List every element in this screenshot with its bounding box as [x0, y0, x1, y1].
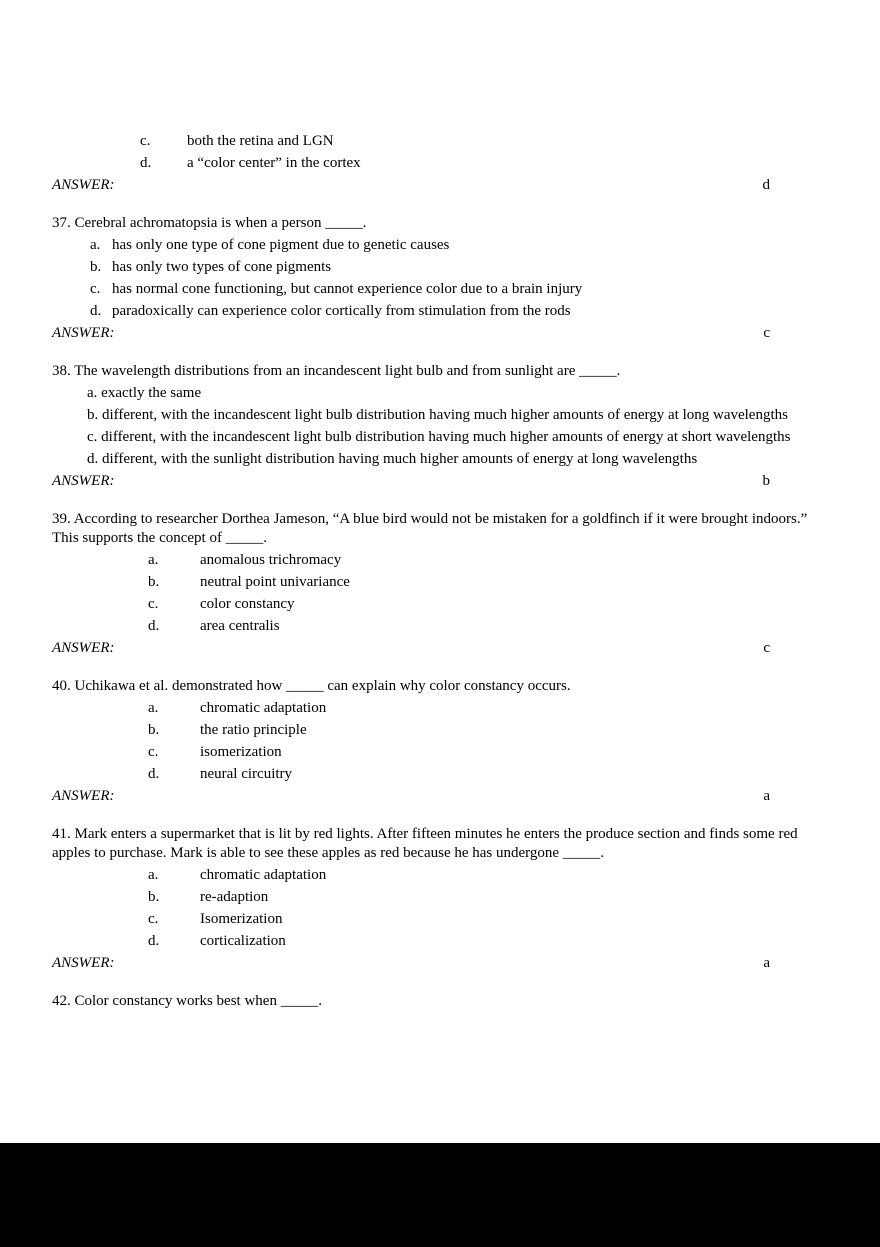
answer-row — [52, 324, 770, 343]
option-letter: d. — [90, 303, 102, 319]
option-text: different, with the sunlight distribution having much higher amounts of energy at long wavelengths — [102, 451, 698, 467]
option-row — [52, 721, 828, 740]
option-letter: c. — [148, 911, 159, 927]
option-row — [52, 866, 828, 885]
question-38 — [52, 362, 828, 491]
option-row — [52, 280, 828, 299]
question-37 — [52, 214, 828, 343]
option-row — [52, 699, 828, 718]
option-text: both the retina and LGN — [187, 133, 334, 149]
answer-label: ANSWER: — [52, 177, 115, 193]
question-number: 37. — [52, 215, 71, 231]
option-text: exactly the same — [101, 385, 202, 401]
option-letter: b. — [148, 889, 160, 905]
option-letter: a. — [148, 552, 159, 568]
option-text: different, with the incandescent light bulb distribution having much higher amounts of energy at short wavelengths — [101, 429, 791, 445]
question-40 — [52, 677, 828, 806]
option-text: re-adaption — [200, 889, 269, 905]
answer-row — [52, 954, 770, 973]
option-row — [52, 932, 828, 951]
option-letter: d. — [87, 451, 99, 467]
option-text: area centralis — [200, 618, 280, 634]
option-letter: d. — [148, 618, 160, 634]
question-41 — [52, 825, 828, 973]
option-row — [52, 428, 828, 447]
question-39 — [52, 510, 828, 658]
question-text: 37. Cerebral achromatopsia is when a person _____. — [52, 215, 367, 231]
option-text: the ratio principle — [200, 722, 307, 738]
answer-value: a — [763, 955, 770, 971]
option-text: anomalous trichromacy — [200, 552, 342, 568]
option-text: chromatic adaptation — [200, 867, 327, 883]
option-letter: d. — [148, 933, 160, 949]
option-row — [52, 765, 828, 784]
option-row — [52, 406, 828, 425]
option-row — [52, 236, 828, 255]
question-number: 40. — [52, 678, 71, 694]
option-text: has only one type of cone pigment due to genetic causes — [112, 237, 450, 253]
answer-label: ANSWER: — [52, 325, 115, 341]
option-letter: b. — [148, 722, 160, 738]
question-42 — [52, 992, 828, 1011]
question-number: 42. — [52, 993, 71, 1009]
option-letter: c. — [148, 596, 159, 612]
option-row — [52, 617, 828, 636]
option-text: has normal cone functioning, but cannot experience color due to a brain injury — [112, 281, 583, 297]
option-row — [52, 154, 828, 173]
answer-row — [52, 472, 770, 491]
option-row — [52, 132, 828, 151]
option-text: neural circuitry — [200, 766, 293, 782]
question-number: 39. — [52, 511, 71, 527]
answer-label: ANSWER: — [52, 473, 115, 489]
option-letter: c. — [140, 133, 151, 149]
option-letter: d. — [140, 155, 152, 171]
answer-value: b — [762, 473, 770, 489]
option-row — [52, 910, 828, 929]
question-text: 39. According to researcher Dorthea Jameson, “A blue bird would not be mistaken for a goldfinch if it were brought indoors.” This supports the concept of _____. — [52, 511, 808, 546]
option-text: isomerization — [200, 744, 282, 760]
option-row — [52, 450, 828, 469]
answer-label: ANSWER: — [52, 788, 115, 804]
option-letter: c. — [148, 744, 159, 760]
option-row — [52, 573, 828, 592]
option-letter: c. — [87, 429, 98, 445]
option-letter: a. — [87, 385, 98, 401]
question-text: 40. Uchikawa et al. demonstrated how _____ can explain why color constancy occurs. — [52, 678, 571, 694]
option-row — [52, 551, 828, 570]
option-row — [52, 302, 828, 321]
answer-value: d — [762, 177, 770, 193]
answer-row — [52, 787, 770, 806]
option-text: paradoxically can experience color cortically from stimulation from the rods — [112, 303, 571, 319]
bottom-black-bar — [0, 1143, 880, 1247]
option-letter: b. — [148, 574, 160, 590]
option-text: chromatic adaptation — [200, 700, 327, 716]
question-36-fragment — [52, 132, 828, 195]
option-text: neutral point univariance — [200, 574, 350, 590]
question-text: 38. The wavelength distributions from an incandescent light bulb and from sunlight are _____. — [52, 363, 621, 379]
answer-value: c — [763, 325, 770, 341]
answer-label: ANSWER: — [52, 955, 115, 971]
option-letter: b. — [87, 407, 99, 423]
answer-value: c — [763, 640, 770, 656]
option-letter: d. — [148, 766, 160, 782]
option-row — [52, 743, 828, 762]
answer-label: ANSWER: — [52, 640, 115, 656]
answer-value: a — [763, 788, 770, 804]
option-text: Isomerization — [200, 911, 283, 927]
option-letter: b. — [90, 259, 102, 275]
option-row — [52, 888, 828, 907]
question-number: 41. — [52, 826, 71, 842]
option-letter: a. — [148, 867, 159, 883]
question-text: 41. Mark enters a supermarket that is lit by red lights. After fifteen minutes he enters the produce section and finds some red apples to purchase. Mark is able to see these apples as red because he has undergone _____. — [52, 826, 798, 861]
option-text: different, with the incandescent light bulb distribution having much higher amounts of energy at long wavelengths — [102, 407, 788, 423]
answer-row — [52, 639, 770, 658]
option-letter: a. — [148, 700, 159, 716]
option-text: a “color center” in the cortex — [187, 155, 361, 171]
option-text: color constancy — [200, 596, 295, 612]
question-text: 42. Color constancy works best when _____. — [52, 993, 322, 1009]
option-text: has only two types of cone pigments — [112, 259, 332, 275]
option-text: corticalization — [200, 933, 286, 949]
option-letter: c. — [90, 281, 101, 297]
option-row — [52, 384, 828, 403]
option-letter: a. — [90, 237, 101, 253]
question-number: 38. — [52, 363, 71, 379]
answer-row — [52, 176, 770, 195]
option-row — [52, 595, 828, 614]
option-row — [52, 258, 828, 277]
